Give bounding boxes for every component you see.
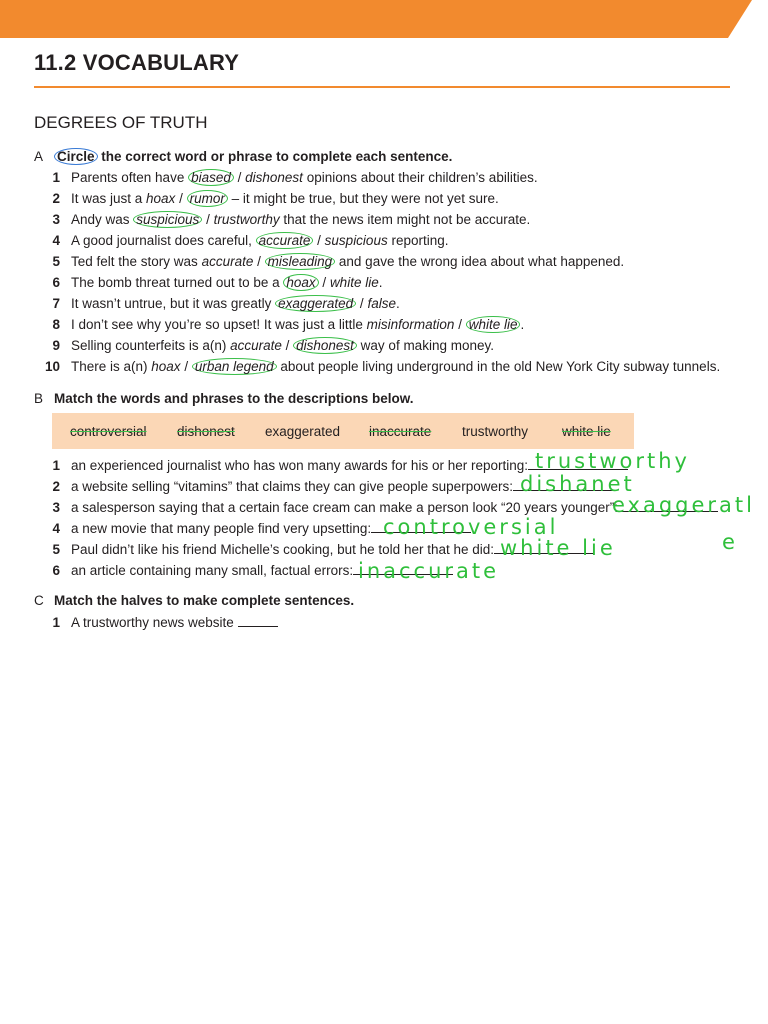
section-b-heading [34, 391, 414, 406]
option-2: rumor [187, 190, 228, 207]
section-letter: A [34, 149, 44, 164]
option-2: false [367, 296, 396, 311]
option-1: accurate [256, 232, 314, 249]
handwritten-answer: controversial [383, 515, 559, 539]
option-1: exaggerated [275, 295, 356, 312]
sentence-text: I don’t see why you’re so upset! It was just a little [71, 317, 367, 332]
sentence-text: It wasn’t untrue, but it was greatly [71, 296, 276, 311]
sentence-text: Andy was [71, 212, 134, 227]
section-a-instruction: the correct word or phrase to complete each sentence. [97, 149, 453, 164]
item-number: 8 [52, 317, 60, 332]
answer-blank [238, 612, 278, 627]
section-b-instruction: Match the words and phrases to the descriptions below. [54, 391, 414, 406]
sentence-row [34, 273, 754, 293]
item-number: 6 [52, 275, 60, 290]
title-rule [34, 86, 730, 88]
option-separator: / [253, 254, 265, 269]
option-2: dishonest [293, 337, 357, 354]
section-letter: B [34, 391, 44, 406]
section-subtitle: DEGREES OF TRUTH [34, 113, 208, 132]
option-2: white lie [329, 275, 379, 290]
item-number: 4 [52, 521, 60, 536]
sentence-row [34, 231, 754, 251]
item-number: 9 [52, 338, 60, 353]
banner-tab [728, 0, 768, 38]
option-separator: / [233, 170, 246, 185]
sentence-text: A good journalist does careful, [71, 233, 256, 248]
handwritten-answer: white lie [500, 536, 616, 560]
sentence-text: . [378, 275, 383, 290]
option-1: accurate [230, 338, 282, 353]
option-separator: / [175, 191, 187, 206]
item-number: 1 [52, 458, 60, 473]
sentence-text: The bomb threat turned out to be a [71, 275, 284, 290]
item-number: 2 [52, 479, 60, 494]
option-separator: / [202, 212, 214, 227]
sentence-row [34, 357, 754, 377]
option-1: hoax [151, 359, 181, 374]
sentence-text: Parents often have [71, 170, 189, 185]
word-box-item: exaggerated [265, 424, 341, 439]
item-number: 3 [52, 500, 60, 515]
sentence-row [34, 210, 754, 230]
option-separator: / [454, 317, 466, 332]
sentence-text: about people living underground in the old New York City subway tunnels. [276, 359, 721, 374]
item-number: 1 [52, 615, 60, 630]
sentence-text: Ted felt the story was [71, 254, 202, 269]
sentence-text: that the news item might not be accurate. [279, 212, 531, 227]
description-text: a website selling “vitamins” that claims they can give people superpowers: [71, 479, 513, 494]
section-a-heading [34, 149, 452, 164]
top-banner [0, 0, 768, 38]
sentence-text: opinions about their children’s abilities. [302, 170, 538, 185]
option-1: suspicious [133, 211, 202, 228]
item-number: 7 [52, 296, 60, 311]
handwritten-answer: exaggeratl [612, 493, 755, 517]
item-number: 3 [52, 212, 60, 227]
word-box-item: white lie [562, 424, 611, 439]
item-number: 2 [52, 191, 60, 206]
sentence-text: . [395, 296, 400, 311]
match-left-text: A trustworthy news website [71, 615, 238, 630]
sentence-text: – it might be true, but they were not yet sure. [227, 191, 499, 206]
description-text: a salesperson saying that a certain face cream can make a person look “20 years younger”: [71, 500, 619, 515]
page-title: 11.2 VOCABULARY [34, 50, 240, 75]
sentence-text: way of making money. [356, 338, 494, 353]
description-text: an article containing many small, factual errors: [71, 563, 354, 578]
description-text: an experienced journalist who has won many awards for his or her reporting: [71, 458, 528, 473]
sentence-row [34, 189, 754, 209]
option-1: hoax [283, 274, 318, 291]
description-row [34, 539, 754, 559]
sentence-row [34, 168, 754, 188]
item-number: 5 [52, 254, 60, 269]
option-2: dishonest [245, 170, 303, 185]
section-c-heading [34, 593, 354, 608]
handwritten-answer: dishanet [520, 472, 635, 496]
handwritten-answer: trustworthy [535, 449, 690, 473]
sentence-text: Selling counterfeits is a(n) [71, 338, 231, 353]
sentence-text: There is a(n) [71, 359, 152, 374]
item-number: 5 [52, 542, 60, 557]
word-box-item: trustworthy [462, 424, 529, 439]
sentence-row [34, 315, 754, 335]
sentence-text: reporting. [387, 233, 449, 248]
handwritten-mark: e [722, 530, 738, 554]
option-2: suspicious [324, 233, 388, 248]
item-number: 10 [44, 359, 60, 374]
option-2: white lie [466, 316, 521, 333]
match-left-row [34, 612, 354, 632]
option-separator: / [318, 275, 330, 290]
item-number: 6 [52, 563, 60, 578]
description-text: a new movie that many people find very upsetting: [71, 521, 372, 536]
sentence-row [34, 252, 754, 272]
option-separator: / [281, 338, 294, 353]
option-separator: / [313, 233, 325, 248]
option-separator: / [356, 296, 368, 311]
handwritten-answer: inaccurate [358, 559, 500, 583]
sentence-text: It was just a [71, 191, 147, 206]
sentence-row [34, 336, 754, 356]
sentence-text: and gave the wrong idea about what happened. [335, 254, 625, 269]
word-box-item: dishonest [177, 424, 235, 439]
option-1: misinformation [366, 317, 455, 332]
word-box-item: controversial [70, 424, 147, 439]
item-number: 4 [52, 233, 60, 248]
option-2: trustworthy [213, 212, 280, 227]
option-1: hoax [146, 191, 176, 206]
description-text: Paul didn’t like his friend Michelle’s cooking, but he told her that he did: [71, 542, 495, 557]
option-2: urban legend [192, 358, 277, 375]
sentence-text: . [520, 317, 525, 332]
option-2: misleading [265, 253, 336, 270]
option-separator: / [180, 359, 192, 374]
circle-word: Circle [54, 148, 98, 165]
section-c-instruction: Match the halves to make complete sentences. [54, 593, 355, 608]
word-box [52, 413, 634, 449]
word-box-item: inaccurate [369, 424, 432, 439]
section-letter: C [34, 593, 44, 608]
option-1: accurate [201, 254, 254, 269]
sentence-row [34, 294, 754, 314]
option-1: biased [188, 169, 234, 186]
item-number: 1 [52, 170, 60, 185]
